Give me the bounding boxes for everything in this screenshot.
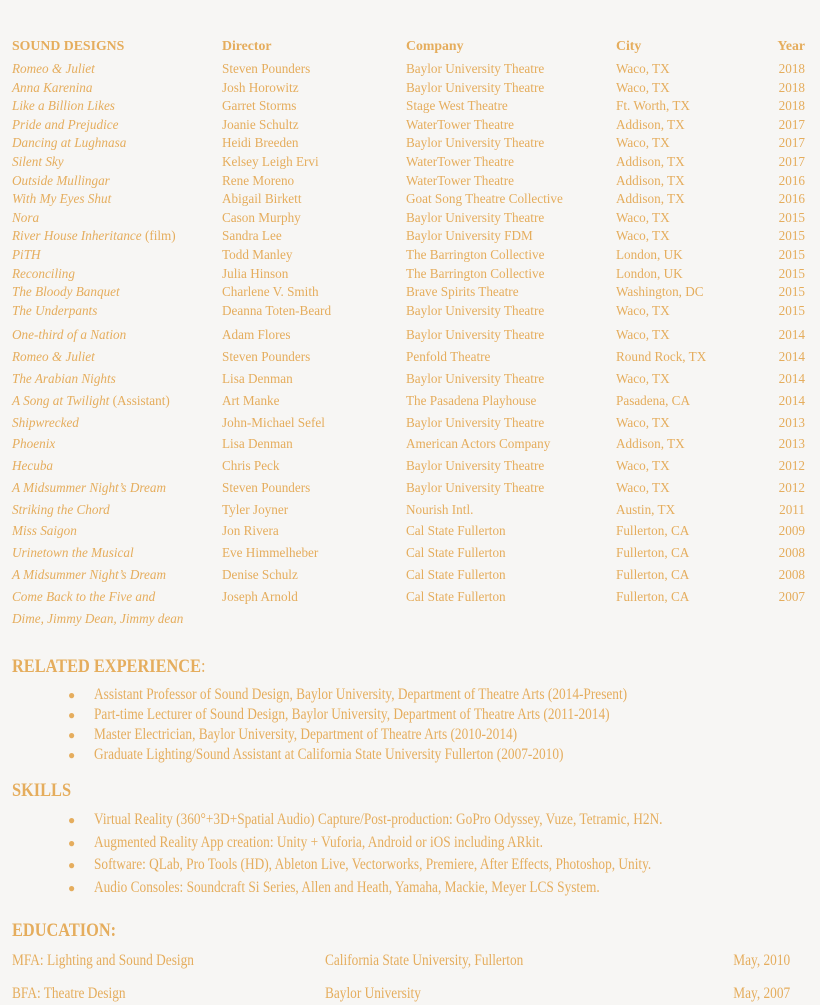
city-name: Waco, TX: [616, 209, 670, 225]
list-item: [12, 705, 805, 725]
year-value: 2015: [778, 246, 805, 262]
table-row: [12, 190, 805, 209]
city-name: Waco, TX: [616, 370, 670, 386]
director-name: Abigail Birkett: [222, 191, 302, 207]
city-name: Fullerton, CA: [616, 588, 690, 604]
table-row: [12, 586, 805, 630]
show-title: The Arabian Nights: [12, 370, 116, 386]
table-row: [12, 265, 805, 284]
company-name: Cal State Fullerton: [406, 523, 506, 539]
show-title: Outside Mullingar: [12, 172, 110, 188]
year-value: 2018: [778, 98, 805, 114]
city-name: Addison, TX: [616, 172, 685, 188]
table-row: [12, 134, 805, 153]
city-name: Waco, TX: [616, 61, 670, 76]
director-name: Tyler Joyner: [222, 501, 289, 517]
col-header-company: Company: [406, 38, 464, 53]
table-row: [12, 172, 805, 191]
show-title-cell: [12, 209, 222, 228]
show-title: Like a Billion Likes: [12, 98, 115, 114]
show-title-suffix: (film): [141, 228, 176, 244]
list-item-text: Audio Consoles: Soundcraft Si Series, Allen and Heath, Yamaha, Mackie, Meyer LCS System.: [94, 878, 600, 896]
company-name: Stage West Theatre: [406, 98, 508, 114]
director-name: Rene Moreno: [222, 172, 295, 188]
list-item-text: Software: QLab, Pro Tools (HD), Ableton Live, Vectorworks, Premiere, After Effects, Photoshop, Unity.: [94, 856, 652, 874]
skills-section: [12, 781, 805, 899]
show-title: Reconciling: [12, 265, 75, 281]
year-value: 2011: [779, 501, 805, 517]
table-row: [12, 542, 805, 564]
show-title: With My Eyes Shut: [12, 191, 112, 207]
director-name: Kelsey Leigh Ervi: [222, 153, 319, 169]
show-title: Striking the Chord: [12, 501, 110, 517]
show-title-cell: [12, 265, 222, 284]
education-rows: [12, 950, 805, 1005]
year-value: 2015: [778, 228, 805, 244]
table-row: [12, 246, 805, 265]
company-name: Cal State Fullerton: [406, 567, 506, 583]
skills-heading-text: SKILLS: [12, 780, 72, 802]
show-title-cell: [12, 246, 222, 265]
year-value: 2018: [778, 61, 805, 76]
show-title-cell: [12, 499, 222, 521]
director-name: Cason Murphy: [222, 209, 301, 225]
company-name: Nourish Intl.: [406, 501, 474, 517]
list-item-text: Assistant Professor of Sound Design, Baylor University, Department of Theatre Arts (2014-Present): [94, 686, 628, 704]
school-cell: [325, 983, 650, 1005]
year-value: 2017: [778, 116, 805, 132]
degree-text: BFA: Theatre Design: [12, 985, 126, 1003]
education-row: [12, 983, 805, 1005]
show-title: One-third of a Nation: [12, 327, 127, 343]
show-title-cell: [12, 227, 222, 246]
show-title: Come Back to the Five and: [12, 588, 156, 604]
show-title: Hecuba: [12, 458, 54, 474]
director-name: Garret Storms: [222, 98, 297, 114]
show-title: Anna Karenina: [12, 79, 93, 95]
director-name: Eve Himmelheber: [222, 545, 319, 561]
director-name: Denise Schulz: [222, 567, 298, 583]
company-name: Baylor University Theatre: [406, 414, 545, 430]
city-name: Austin, TX: [616, 501, 676, 517]
year-value: 2012: [778, 479, 805, 495]
director-name: Josh Horowitz: [222, 79, 299, 95]
show-title-cell: [12, 190, 222, 209]
related-experience-heading: [12, 657, 805, 677]
show-title-cell: [12, 97, 222, 116]
education-section: [12, 921, 805, 1005]
city-name: Round Rock, TX: [616, 349, 707, 365]
city-name: Waco, TX: [616, 79, 670, 95]
table-header-row: [12, 36, 805, 56]
table-row: [12, 283, 805, 302]
year-value: 2015: [778, 284, 805, 300]
table-row: [12, 499, 805, 521]
year-value: 2015: [778, 209, 805, 225]
table-row: [12, 390, 805, 412]
list-item: [12, 832, 805, 854]
year-value: 2014: [778, 392, 805, 408]
table-body: [12, 60, 805, 629]
col-header-year: Year: [777, 38, 805, 53]
list-item-text: Part-time Lecturer of Sound Design, Baylor University, Department of Theatre Arts (2011-2014): [94, 706, 610, 724]
year-value: 2009: [778, 523, 805, 539]
show-title-cell: [12, 60, 222, 79]
list-item: [12, 725, 805, 745]
director-name: Steven Pounders: [222, 479, 311, 495]
show-title: Phoenix: [12, 436, 56, 452]
year-value: 2014: [778, 349, 805, 365]
year-value: 2013: [778, 414, 805, 430]
list-item-text: Augmented Reality App creation: Unity + Vuforia, Android or iOS including ARkit.: [94, 833, 543, 851]
list-item-text: Virtual Reality (360°+3D+Spatial Audio) Capture/Post-production: GoPro Odyssey, Vuze, Tetramic, H2N.: [94, 811, 663, 829]
city-name: Ft. Worth, TX: [616, 98, 690, 114]
table-row: [12, 412, 805, 434]
company-name: Cal State Fullerton: [406, 545, 506, 561]
show-title: PiTH: [12, 246, 41, 262]
show-title-cell: [12, 455, 222, 477]
list-item-text: Master Electrician, Baylor University, Department of Theatre Arts (2010-2014): [94, 726, 518, 744]
city-name: Waco, TX: [616, 327, 670, 343]
year-value: 2014: [778, 327, 805, 343]
table-row: [12, 60, 805, 79]
bullet-icon: ●: [68, 835, 76, 850]
year-value: 2007: [778, 588, 805, 604]
company-name: Baylor University Theatre: [406, 327, 545, 343]
bullet-icon: ●: [68, 688, 76, 703]
table-row: [12, 153, 805, 172]
director-name: Steven Pounders: [222, 349, 311, 365]
director-name: Joseph Arnold: [222, 588, 298, 604]
director-name: John-Michael Sefel: [222, 414, 325, 430]
show-title: Silent Sky: [12, 153, 64, 169]
list-item: [12, 854, 805, 876]
show-title-cell: [12, 324, 222, 346]
show-title-line2: Dime, Jimmy Dean, Jimmy dean: [12, 610, 184, 626]
show-title-cell: [12, 542, 222, 564]
year-value: 2018: [778, 79, 805, 95]
company-name: Baylor University FDM: [406, 228, 533, 244]
show-title: Shipwrecked: [12, 414, 79, 430]
director-name: Deanna Toten-Beard: [222, 302, 332, 318]
education-heading-text: EDUCATION:: [12, 920, 117, 942]
company-name: Cal State Fullerton: [406, 588, 506, 604]
show-title: Dancing at Lughnasa: [12, 135, 127, 151]
show-title-cell: [12, 134, 222, 153]
company-name: The Pasadena Playhouse: [406, 392, 537, 408]
table-row: [12, 97, 805, 116]
city-name: Waco, TX: [616, 479, 670, 495]
city-name: Fullerton, CA: [616, 567, 690, 583]
city-name: Addison, TX: [616, 436, 685, 452]
year-value: 2012: [778, 458, 805, 474]
show-title-cell: [12, 390, 222, 412]
show-title: Romeo & Juliet: [12, 61, 95, 76]
director-name: Adam Flores: [222, 327, 291, 343]
education-heading: [12, 921, 805, 941]
show-title-cell: [12, 172, 222, 191]
company-name: Baylor University Theatre: [406, 302, 545, 318]
company-name: Brave Spirits Theatre: [406, 284, 519, 300]
company-name: Goat Song Theatre Collective: [406, 191, 563, 207]
skills-heading: [12, 781, 805, 801]
table-row: [12, 477, 805, 499]
company-name: Baylor University Theatre: [406, 79, 545, 95]
city-name: Waco, TX: [616, 302, 670, 318]
table-row: [12, 564, 805, 586]
bullet-icon: ●: [68, 858, 76, 873]
related-experience-heading-colon: :: [201, 656, 206, 678]
school-cell: [325, 950, 650, 972]
show-title: Nora: [12, 209, 40, 225]
show-title-cell: [12, 433, 222, 455]
show-title: Urinetown the Musical: [12, 545, 134, 561]
list-item: [12, 685, 805, 705]
show-title: River House Inheritance: [12, 228, 142, 244]
list-item: [12, 745, 805, 765]
company-name: American Actors Company: [406, 436, 551, 452]
city-name: Waco, TX: [616, 458, 670, 474]
company-name: Baylor University Theatre: [406, 61, 545, 76]
date-cell: [650, 983, 805, 1005]
show-title-cell: [12, 586, 222, 630]
table-row: [12, 302, 805, 321]
director-name: Art Manke: [222, 392, 280, 408]
show-title-cell: [12, 412, 222, 434]
related-experience-section: [12, 657, 805, 765]
city-name: Pasadena, CA: [616, 392, 690, 408]
director-name: Todd Manley: [222, 246, 293, 262]
show-title-cell: [12, 153, 222, 172]
director-name: Sandra Lee: [222, 228, 282, 244]
city-name: London, UK: [616, 265, 683, 281]
year-value: 2008: [778, 567, 805, 583]
table-row: [12, 520, 805, 542]
table-row: [12, 433, 805, 455]
company-name: The Barrington Collective: [406, 246, 545, 262]
show-title-suffix: (Assistant): [109, 392, 170, 408]
date-text: May, 2007: [733, 985, 790, 1003]
company-name: Baylor University Theatre: [406, 370, 545, 386]
related-experience-list: [12, 685, 805, 765]
year-value: 2017: [778, 135, 805, 151]
city-name: Fullerton, CA: [616, 545, 690, 561]
company-name: Baylor University Theatre: [406, 135, 545, 151]
city-name: Fullerton, CA: [616, 523, 690, 539]
city-name: Addison, TX: [616, 116, 685, 132]
table-row: [12, 209, 805, 228]
list-item-text: Graduate Lighting/Sound Assistant at California State University Fullerton (2007-2010): [94, 746, 564, 764]
year-value: 2013: [778, 436, 805, 452]
show-title: Miss Saigon: [12, 523, 77, 539]
show-title-cell: [12, 477, 222, 499]
director-name: Lisa Denman: [222, 370, 293, 386]
company-name: Penfold Theatre: [406, 349, 491, 365]
company-name: WaterTower Theatre: [406, 116, 514, 132]
company-name: The Barrington Collective: [406, 265, 545, 281]
year-value: 2016: [778, 172, 805, 188]
show-title-cell: [12, 368, 222, 390]
show-title: A Midsummer Night’s Dream: [12, 479, 166, 495]
col-header-director: Director: [222, 38, 272, 53]
degree-text: MFA: Lighting and Sound Design: [12, 952, 194, 970]
director-name: Chris Peck: [222, 458, 280, 474]
list-item: [12, 877, 805, 899]
show-title-cell: [12, 520, 222, 542]
city-name: Washington, DC: [616, 284, 704, 300]
city-name: Addison, TX: [616, 153, 685, 169]
year-value: 2015: [778, 265, 805, 281]
company-name: Baylor University Theatre: [406, 479, 545, 495]
bullet-icon: ●: [68, 708, 76, 723]
director-name: Lisa Denman: [222, 436, 293, 452]
director-name: Joanie Schultz: [222, 116, 299, 132]
director-name: Julia Hinson: [222, 265, 289, 281]
show-title: Romeo & Juliet: [12, 349, 95, 365]
table-row: [12, 346, 805, 368]
show-title-cell: [12, 564, 222, 586]
company-name: Baylor University Theatre: [406, 458, 545, 474]
sound-designs-table: [12, 36, 805, 629]
school-text: California State University, Fullerton: [325, 952, 524, 970]
show-title-cell: [12, 283, 222, 302]
year-value: 2014: [778, 370, 805, 386]
city-name: Waco, TX: [616, 228, 670, 244]
bullet-icon: ●: [68, 728, 76, 743]
show-title: The Underpants: [12, 302, 98, 318]
show-title: A Midsummer Night’s Dream: [12, 567, 166, 583]
table-row: [12, 324, 805, 346]
table-row: [12, 116, 805, 135]
list-item: [12, 809, 805, 831]
date-cell: [650, 950, 805, 972]
school-text: Baylor University: [325, 985, 421, 1003]
city-name: Addison, TX: [616, 191, 685, 207]
date-text: May, 2010: [733, 952, 790, 970]
director-name: Steven Pounders: [222, 61, 311, 76]
city-name: London, UK: [616, 246, 683, 262]
col-header-sound-designs: SOUND DESIGNS: [12, 38, 125, 53]
degree-cell: [12, 983, 325, 1005]
company-name: WaterTower Theatre: [406, 153, 514, 169]
show-title-cell: [12, 116, 222, 135]
bullet-icon: ●: [68, 748, 76, 763]
company-name: Baylor University Theatre: [406, 209, 545, 225]
bullet-icon: ●: [68, 813, 76, 828]
year-value: 2017: [778, 153, 805, 169]
bullet-icon: ●: [68, 880, 76, 895]
city-name: Waco, TX: [616, 414, 670, 430]
degree-cell: [12, 950, 325, 972]
year-value: 2008: [778, 545, 805, 561]
show-title: The Bloody Banquet: [12, 284, 120, 300]
education-row: [12, 950, 805, 972]
director-name: Heidi Breeden: [222, 135, 299, 151]
table-row: [12, 368, 805, 390]
show-title-cell: [12, 302, 222, 321]
show-title-cell: [12, 79, 222, 98]
year-value: 2016: [778, 191, 805, 207]
show-title-cell: [12, 346, 222, 368]
table-row: [12, 79, 805, 98]
related-experience-heading-text: RELATED EXPERIENCE: [12, 656, 202, 678]
table-row: [12, 227, 805, 246]
year-value: 2015: [778, 302, 805, 318]
company-name: WaterTower Theatre: [406, 172, 514, 188]
city-name: Waco, TX: [616, 135, 670, 151]
show-title: Pride and Prejudice: [12, 116, 119, 132]
director-name: Jon Rivera: [222, 523, 279, 539]
show-title: A Song at Twilight: [12, 392, 110, 408]
table-row: [12, 455, 805, 477]
director-name: Charlene V. Smith: [222, 284, 319, 300]
skills-list: [12, 809, 805, 899]
col-header-city: City: [616, 38, 642, 53]
